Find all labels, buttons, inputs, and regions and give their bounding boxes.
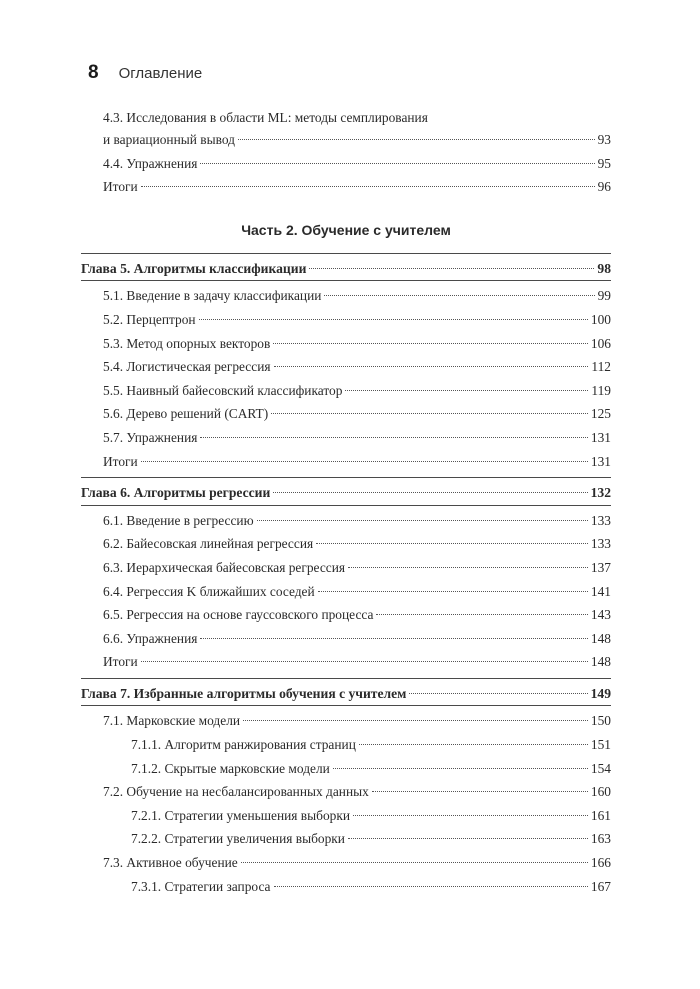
toc-entry-page: 163 bbox=[590, 831, 611, 847]
leader-dots bbox=[199, 319, 588, 320]
toc-entry[interactable] bbox=[103, 402, 611, 426]
leader-dots bbox=[324, 295, 594, 296]
toc-entry-page: 166 bbox=[590, 855, 611, 871]
toc-entry-label: 7.2.2. Стратегии увеличения выборки bbox=[131, 831, 345, 847]
leader-dots bbox=[372, 791, 588, 792]
toc-chapter-7[interactable] bbox=[81, 682, 611, 706]
toc-subentry[interactable] bbox=[103, 733, 611, 757]
leader-dots bbox=[318, 591, 588, 592]
page-header bbox=[88, 62, 202, 84]
toc-entry[interactable] bbox=[103, 308, 611, 332]
leader-dots bbox=[141, 661, 588, 662]
toc-entry-label: 6.2. Байесовская линейная регрессия bbox=[103, 536, 314, 552]
toc-entry[interactable] bbox=[103, 509, 611, 533]
running-title: Оглавление bbox=[118, 65, 203, 82]
leader-dots bbox=[348, 567, 588, 568]
table-of-contents bbox=[81, 108, 611, 898]
leader-dots bbox=[353, 815, 588, 816]
toc-entry-page: 148 bbox=[590, 630, 611, 646]
toc-entry-page: 160 bbox=[590, 784, 611, 800]
leader-dots bbox=[273, 492, 587, 493]
leader-dots bbox=[200, 638, 588, 639]
toc-chapter-6[interactable] bbox=[81, 481, 611, 505]
leader-dots bbox=[238, 139, 595, 140]
toc-entry-label: 5.6. Дерево решений (CART) bbox=[103, 406, 269, 422]
toc-subentry[interactable] bbox=[103, 804, 611, 828]
toc-entry-summary-4[interactable] bbox=[103, 175, 611, 199]
toc-entry-label: 6.3. Иерархическая байесовская регрессия bbox=[103, 559, 346, 575]
toc-entry-label: Итоги bbox=[103, 654, 138, 670]
toc-entry[interactable] bbox=[103, 603, 611, 627]
toc-chapter-5[interactable] bbox=[81, 257, 611, 281]
toc-entry-page: 93 bbox=[597, 132, 611, 147]
chapter-title: Глава 6. Алгоритмы регрессии bbox=[81, 485, 271, 501]
toc-entry-page: 148 bbox=[590, 654, 611, 670]
toc-entry-label: 5.5. Наивный байесовский классификатор bbox=[103, 382, 343, 398]
leader-dots bbox=[345, 390, 588, 391]
toc-entry[interactable] bbox=[103, 709, 611, 733]
toc-entry-page: 119 bbox=[591, 382, 611, 398]
toc-entry[interactable] bbox=[103, 426, 611, 450]
toc-entry[interactable] bbox=[103, 851, 611, 875]
chapter-title: Глава 7. Избранные алгоритмы обучения с учителем bbox=[81, 685, 407, 701]
chapter-page: 98 bbox=[597, 260, 611, 276]
leader-dots bbox=[376, 614, 587, 615]
toc-entry[interactable] bbox=[103, 556, 611, 580]
toc-entry[interactable] bbox=[103, 650, 611, 674]
toc-entry[interactable] bbox=[103, 580, 611, 604]
leader-dots bbox=[274, 366, 589, 367]
leader-dots bbox=[309, 268, 594, 269]
toc-entry-label: 5.1. Введение в задачу классификации bbox=[103, 288, 322, 304]
chapter-page: 149 bbox=[590, 685, 611, 701]
toc-entry-page: 151 bbox=[590, 737, 611, 753]
toc-entry-page: 95 bbox=[597, 155, 611, 171]
toc-entry-label: 7.3.1. Стратегии запроса bbox=[131, 878, 271, 894]
toc-entry-page: 96 bbox=[597, 179, 611, 195]
toc-entry-page: 161 bbox=[590, 807, 611, 823]
toc-entry-page: 100 bbox=[590, 311, 611, 327]
leader-dots bbox=[316, 543, 588, 544]
toc-entry-page: 137 bbox=[590, 559, 611, 575]
chapter-page: 132 bbox=[590, 485, 611, 501]
toc-entry[interactable] bbox=[103, 450, 611, 474]
toc-entry-page: 143 bbox=[590, 607, 611, 623]
toc-entry-page: 133 bbox=[590, 536, 611, 552]
toc-entry[interactable] bbox=[103, 780, 611, 804]
leader-dots bbox=[200, 163, 594, 164]
toc-entry-label: 6.6. Упражнения bbox=[103, 630, 198, 646]
toc-entry-label: и вариационный вывод bbox=[103, 132, 235, 147]
toc-entry-page: 154 bbox=[590, 760, 611, 776]
toc-entry-label: 5.7. Упражнения bbox=[103, 429, 198, 445]
leader-dots bbox=[348, 838, 588, 839]
toc-entry-label: 7.3. Активное обучение bbox=[103, 855, 238, 871]
toc-entry-label: 4.4. Упражнения bbox=[103, 155, 198, 171]
leader-dots bbox=[409, 693, 587, 694]
toc-entry-label: 7.1. Марковские модели bbox=[103, 713, 241, 729]
leader-dots bbox=[271, 413, 588, 414]
toc-entry-label: 6.5. Регрессия на основе гауссовского процесса bbox=[103, 607, 374, 623]
toc-entry[interactable] bbox=[103, 627, 611, 651]
toc-entry[interactable] bbox=[103, 332, 611, 356]
toc-entry-page: 133 bbox=[590, 512, 611, 528]
toc-entry-label: 7.2. Обучение на несбалансированных данных bbox=[103, 784, 369, 800]
toc-entry-page: 131 bbox=[590, 453, 611, 469]
toc-entry-page: 125 bbox=[590, 406, 611, 422]
leader-dots bbox=[241, 862, 588, 863]
page-number: 8 bbox=[88, 62, 99, 83]
toc-entry-label: 5.2. Перцептрон bbox=[103, 311, 196, 327]
toc-entry-4-3[interactable] bbox=[103, 128, 611, 152]
toc-entry-page: 112 bbox=[591, 359, 611, 375]
toc-entry-4-3-line1[interactable] bbox=[103, 108, 611, 128]
leader-dots bbox=[333, 768, 588, 769]
toc-entry[interactable] bbox=[103, 284, 611, 308]
leader-dots bbox=[243, 720, 588, 721]
toc-entry-label: 5.4. Логистическая регрессия bbox=[103, 359, 271, 375]
toc-entry-label: 6.4. Регрессия K ближайших соседей bbox=[103, 583, 315, 599]
toc-entry-label: 7.1.1. Алгоритм ранжирования страниц bbox=[131, 737, 356, 753]
toc-entry-page: 131 bbox=[590, 429, 611, 445]
part-title: Часть 2. Обучение с учителем bbox=[241, 221, 451, 238]
toc-entry-label: 6.1. Введение в регрессию bbox=[103, 512, 254, 528]
leader-dots bbox=[141, 186, 595, 187]
toc-entry[interactable] bbox=[103, 532, 611, 556]
leader-dots bbox=[141, 461, 588, 462]
toc-entry-page: 99 bbox=[597, 288, 611, 304]
toc-entry-label: 5.3. Метод опорных векторов bbox=[103, 335, 271, 351]
leader-dots bbox=[257, 520, 588, 521]
chapter-title: Глава 5. Алгоритмы классификации bbox=[81, 260, 307, 276]
toc-entry-page: 150 bbox=[590, 713, 611, 729]
leader-dots bbox=[274, 886, 588, 887]
leader-dots bbox=[200, 437, 588, 438]
toc-entry-label: 7.2.1. Стратегии уменьшения выборки bbox=[131, 807, 351, 823]
toc-entry[interactable] bbox=[103, 355, 611, 379]
toc-subentry[interactable] bbox=[103, 757, 611, 781]
toc-entry-page: 141 bbox=[590, 583, 611, 599]
toc-subentry[interactable] bbox=[103, 875, 611, 899]
toc-entry-label: 7.1.2. Скрытые марковские модели bbox=[131, 760, 330, 776]
toc-entry-label: Итоги bbox=[103, 179, 138, 195]
toc-subentry[interactable] bbox=[103, 827, 611, 851]
toc-entry-label: 4.3. Исследования в области ML: методы семплирования bbox=[103, 110, 428, 125]
toc-entry-page: 106 bbox=[590, 335, 611, 351]
leader-dots bbox=[359, 744, 588, 745]
leader-dots bbox=[273, 343, 588, 344]
toc-entry-label: Итоги bbox=[103, 453, 138, 469]
toc-entry-4-4[interactable] bbox=[103, 152, 611, 176]
toc-entry[interactable] bbox=[103, 379, 611, 403]
toc-entry-page: 167 bbox=[590, 878, 611, 894]
